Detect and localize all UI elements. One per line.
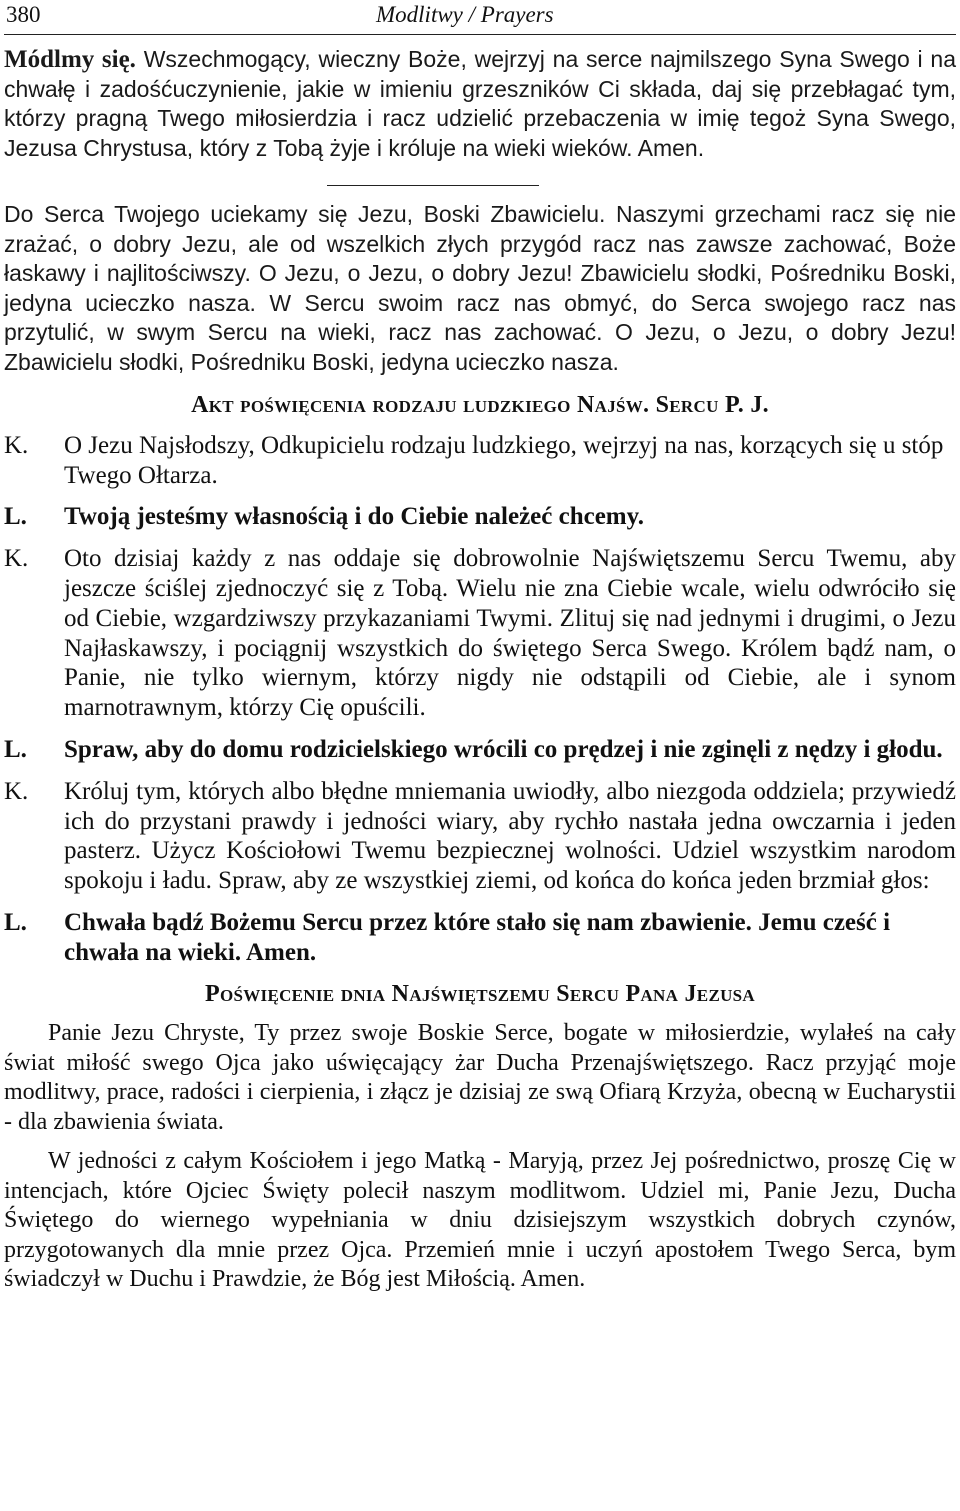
speaker-tag: K. <box>4 545 29 573</box>
litany-line <box>4 908 956 968</box>
line-text: Króluj tym, których albo błędne mniemania uwiodły, albo niezgoda oddziela; przywiedź ich do przystani prawdy i jedności wiary, aby rychło nastała jedna owczarnia i jeden pasterz. Użycz Kościołowi Twemu bezpiecznej wolności. Udziel wszystkim narodom spokoju i ładu. Spraw, aby ze wszystkiej ziemi, od końca do końca jeden brzmiał głos: <box>64 777 956 895</box>
poswiecenie-paragraph-1: Panie Jezu Chryste, Ty przez swoje Boskie Serce, bogate w miłosierdzie, wylałeś na cały świat miłość swego Ojca jako uświęcający żar Ducha Przenajświętszego. Racz przyjąć moje modlitwy, prace, radości i cierpienia, i złącz je dzisiaj ze swą Ofiarą Krzyża, obecną w Eucharystii - dla zbawienia świata. <box>4 1020 956 1135</box>
speaker-tag: K. <box>4 431 29 459</box>
litany-line <box>4 431 956 491</box>
running-title: Modlitwy / Prayers <box>376 2 554 27</box>
poswiecenie-paragraph-2: W jedności z całym Kościołem i jego Matką - Maryją, przez Jej pośrednictwo, proszę Cię w intencjach, które Ojciec Święty polecił naszym modlitwom. Udziel mi, Panie Jezu, Ducha Świętego do wiernego wypełniania w dniu dzisiejszym wszystkich dobrych czynów, przygotowanych dla mnie przez Ojca. Przemień mnie i uczyń apostołem Twego Serca, bym świadczył w Duchu i Prawdzie, że Bóg jest Miłością. Amen. <box>4 1148 956 1293</box>
line-text: Spraw, aby do domu rodzicielskiego wrócili co prędzej i nie zginęli z nędzy i głodu. <box>64 735 943 763</box>
line-text: Twoją jesteśmy własnością i do Ciebie należeć chcemy. <box>64 503 644 531</box>
do-serca-paragraph: Do Serca Twojego uciekamy się Jezu, Boski Zbawicielu. Naszymi grzechami racz się nie zrażać, o dobry Jezu, ale od wszelkich złych przygód racz nas zawsze zachować, Boże łaskawy i najlitościwszy. O Jezu, o Jezu, o dobry Jezu! Zbawicielu słodki, Pośredniku Boski, jedyna ucieczko nasza. W Sercu swoim racz nas obmyć, do Serca swojego racz nas przytulić, w swym Sercu na wieki, racz nas zachować. O Jezu, o Jezu, o dobry Jezu! Zbawicielu słodki, Pośredniku Boski, jedyna ucieczko nasza. <box>4 201 956 375</box>
speaker-tag: K. <box>4 777 29 805</box>
line-text: Chwała bądź Bożemu Sercu przez które stało się nam zbawienie. Jemu cześć i chwała na wieki. Amen. <box>64 908 891 966</box>
litany-line <box>4 735 956 765</box>
litany-line <box>4 502 956 532</box>
oremus-paragraph <box>4 45 956 163</box>
line-text: O Jezu Najsłodszy, Odkupicielu rodzaju ludzkiego, wejrzyj na nas, korzących się u stóp Twego Ołtarza. <box>64 431 944 489</box>
page-number: 380 <box>6 2 41 27</box>
litany-line <box>4 544 956 723</box>
speaker-tag: L. <box>4 503 27 531</box>
akt-litany <box>4 431 956 968</box>
section-divider <box>327 185 539 186</box>
line-text: Oto dzisiaj każdy z nas oddaje się dobrowolnie Najświętszemu Sercu Twemu, aby jeszcze ściślej zjednoczyć się z Tobą. Wielu nie zna Ciebie wcale, wielu odwróciło się od Ciebie, wzgardziwszy przykazaniami Twymi. Zlituj się nad jednymi i drugimi, o Jezu Najłaskawszy, i pociągnij wszystkich do świętego Serca Swego. Królem bądź nam, o Panie, nie tylko wiernym, którzy nigdy nie odstąpili od Ciebie, ale i synom marnotrawnym, którzy Cię opuścili. <box>64 545 956 722</box>
speaker-tag: L. <box>4 908 27 936</box>
page-header <box>4 0 956 35</box>
poswiecenie-title: Poświęcenie dnia Najświętszemu Sercu Pana Jezusa <box>205 980 755 1007</box>
oremus-text: Wszechmogący, wieczny Boże, wejrzyj na serce najmilszego Syna Swego i na chwałę i zadośćuczynienie, jakie w imieniu grzeszników Ci składa, daj się przebłagać tym, którzy pragną Twego miłosierdzia i racz udzielić przebaczenia w imię tegoż Syna Swego, Jezusa Chrystusa, który z Tobą żyje i króluje na wieki wieków. Amen. <box>4 46 956 161</box>
speaker-tag: L. <box>4 735 27 763</box>
litany-line <box>4 777 956 896</box>
akt-title: Akt poświęcenia rodzaju ludzkiego Najśw. Sercu P. J. <box>191 392 769 418</box>
oremus-label: Módlmy się. <box>4 46 136 73</box>
